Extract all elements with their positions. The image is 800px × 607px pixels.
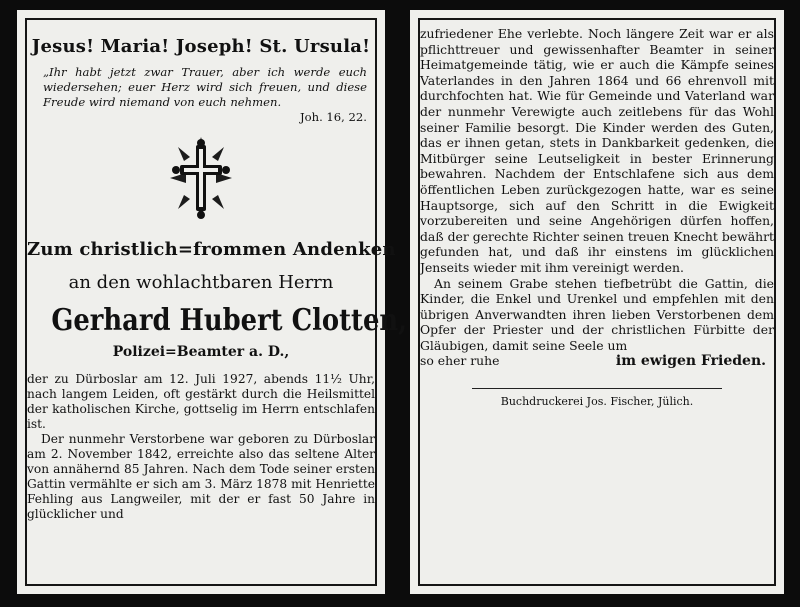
right-paragraph-2: An seinem Grabe stehen tiefbetrübt die Gattin, die Kinder, die Enkel und Urenkel und empfehlen mit den übrigen Anverwandten ihren lieben Verstorbenen dem Opfer der Priester und der christlichen Fürbitte der Gläubigen, damit seine Seele um: [420, 275, 774, 353]
left-body-text: [27, 372, 375, 522]
dedication-line: an den wohlachtbaren Herrn: [68, 272, 334, 293]
left-paragraph-2: Der nunmehr Verstorbene war geboren zu Dürboslar am 2. November 1842, erreichte also das seltene Alter von annähernd 85 Jahren. Nach dem Tode seiner ersten Gattin vermählte er sich am 3. März 1878 mit Henriette Fehling aus Langweiler, mit der er fast 50 Jahre in glücklicher und: [27, 432, 375, 521]
ornate-cross-icon: [27, 135, 375, 225]
closing-emphasis: im ewigen Frieden.: [615, 353, 766, 370]
deceased-name: Gerhard Hubert Clotten,: [51, 303, 408, 338]
deceased-role: Polizei=Beamter a. D.,: [112, 344, 290, 360]
printer-credit: Buchdruckerei Jos. Fischer, Jülich.: [472, 388, 722, 408]
memorial-heading: Zum christlich=frommen Andenken: [27, 239, 396, 260]
scripture-quote: [43, 65, 367, 125]
saints-line: Jesus! Maria! Joseph! St. Ursula!: [31, 36, 371, 57]
left-card: [17, 10, 408, 594]
right-card: [410, 10, 784, 594]
quote-text: „Ihr habt jetzt zwar Trauer, aber ich werde euch wiedersehen; euer Herz wird sich freuen, und diese Freude wird niemand von euch nehmen.: [43, 65, 367, 109]
left-paragraph-1: der zu Dürboslar am 12. Juli 1927, abends 11½ Uhr, nach langem Leiden, oft gestärkt durch die Heilsmittel der katholischen Kirche, gottselig im Herrn entschlafen ist.: [27, 372, 375, 431]
quote-reference: Joh. 16, 22.: [299, 110, 367, 124]
left-card-content: [27, 22, 408, 582]
right-card-content: [420, 22, 774, 582]
closing-line: [420, 353, 774, 370]
right-paragraph-1: zufriedener Ehe verlebte. Noch längere Zeit war er als pflichttreuer und gewissenhafter Beamter in seiner Heimatgemeinde tätig, wie er auch die Kämpfe seines Vaterlandes in den Jahren 1864 und 66 ehrenvoll mit durchfochten hat. Wie für Gemeinde und Vaterland war der nunmehr Verewigte auch zeitlebens für das Wohl seiner Familie besorgt. Die Kinder werden des Guten, das er ihnen getan, stets in Dankbarkeit gedenken, die Mitbürger seine Leutseligkeit in bester Erinnerung bewahren. Nachdem der Entschlafene sich aus dem öffentlichen Leben zurückgezogen hatte, war es seine Hauptsorge, sich auf den Schritt in die Ewigkeit vorzubereiten und seine Angehörigen dürfen hoffen, daß der gerechte Richter seinen treuen Knecht bewährt gefunden hat, und daß ihr einstens im glücklichen Jenseits wieder mit ihm vereinigt werden.: [420, 26, 774, 275]
closing-prefix: so eher ruhe: [420, 353, 500, 369]
right-body-text: [420, 26, 774, 353]
ornate-cross-icon-svg: [168, 135, 234, 221]
